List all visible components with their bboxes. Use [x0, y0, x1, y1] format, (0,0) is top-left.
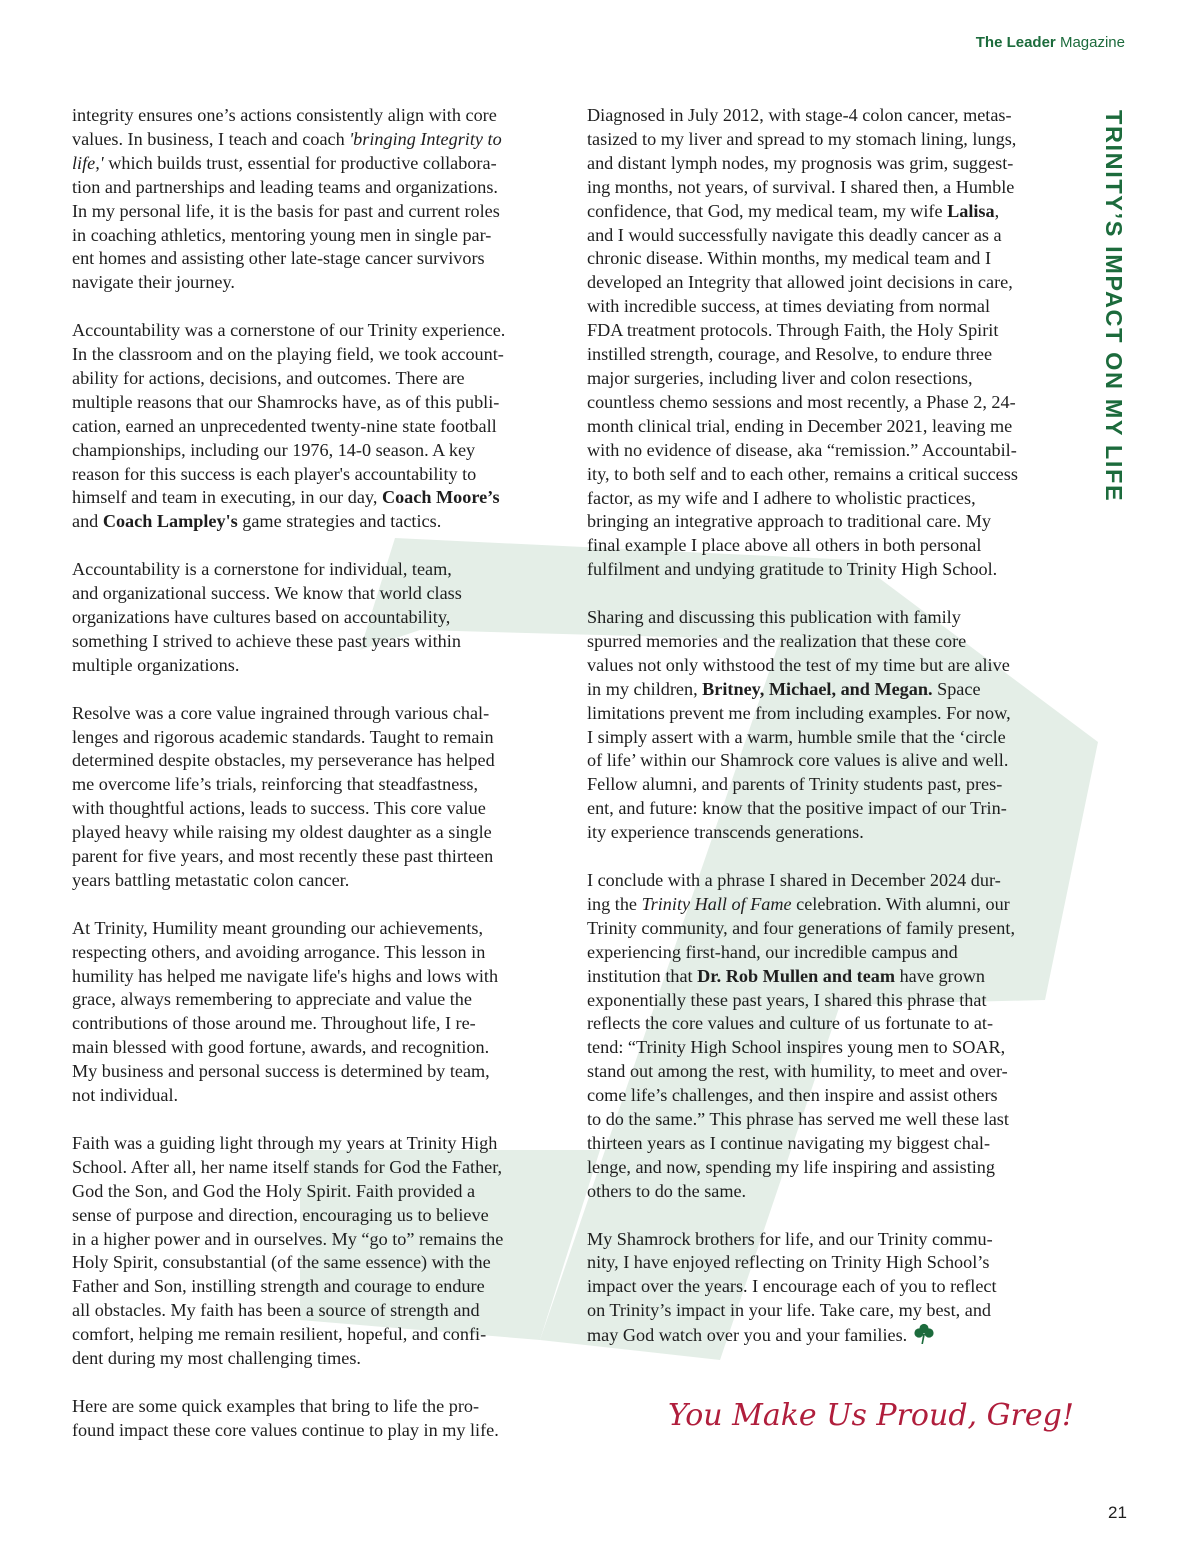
vertical-section-title — [1097, 110, 1127, 580]
bold-text: Dr. Rob Mullen and team — [697, 965, 896, 986]
right-column — [587, 104, 1065, 1348]
section-title-text: TRINITY’S IMPACT ON MY LIFE — [1101, 110, 1127, 503]
paragraph-text: My Shamrock brothers for life, and our Trinity commu- nity, I have enjoyed reflecting on Trinity High School’s impact over the years. I encourage each of you to reflect on Trinity’s impact in your life. Take care, my best, and may God watch over you and your families. — [587, 1228, 997, 1346]
bold-text: Coach Moore’s — [381, 487, 500, 508]
paragraph-text: and — [72, 511, 99, 532]
paragraph-text: have grown exponentially these past years, I shared this phrase that reflects the core values and culture of us fortunate to at- tend: “Trinity High School inspires young men to SOAR, stand out among the rest, with humility, to meet and over- come life’s challenges, and then inspire and assist others to do the same.” This phrase has served me well these last thirteen years as I continue navigating my biggest chal- lenge, and now, spending my life inspiring and assisting others to do the same. — [587, 965, 1009, 1201]
magazine-header — [976, 34, 1125, 51]
paragraph-text: At Trinity, Humility meant grounding our achievements, respecting others, and avoiding arrogance. This lesson in humility has helped me navigate life's highs and lows with grace, always remembering to appreciate and value the contributions of those around me. Throughout life, I re- main blessed with good fortune, awards, and recognition. My business and personal success is determined by team, not individual. — [72, 917, 499, 1106]
paragraph — [587, 606, 1065, 845]
paragraph-text: Here are some quick examples that bring to life the pro- found impact these core values continue to play in my life. — [72, 1395, 499, 1440]
paragraph-text: , and I would successfully navigate this deadly cancer as a chronic disease. Within months, my medical team and I developed an Integrity that allowed joint decisions in care, with incredible success, at times deviating from normal FDA treatment protocols. Through Faith, the Holy Spirit instilled strength, courage, and Resolve, to endure three major surgeries, including liver and colon resections, countless chemo sessions and most recently, a Phase 2, 24- month clinical trial, ending in December 2021, leaving me with no evidence of disease, aka “remission.” Accountabil- ity, to both self and to each other, remains a critical success factor, as my wife and I adhere to wholistic practices, bringing an integrative approach to traditional care. My final example I place above all others in both personal fulfilment and undying gratitude to Trinity High School. — [587, 200, 1018, 580]
italic-text: 'bringing Integrity to life,' — [72, 128, 502, 173]
bold-text: Coach Lampley's — [102, 511, 238, 532]
paragraph — [72, 558, 550, 678]
paragraph — [72, 104, 550, 295]
paragraph — [72, 1132, 550, 1371]
paragraph — [587, 869, 1065, 1204]
paragraph-text: Accountability was a cornerstone of our Trinity experience. In the classroom and on the playing field, we took account- ability for actions, decisions, and outcomes. There are multiple reasons that our Shamrocks have, as of this publi- cation, earned an unprecedented twenty-nine state football championships, including our 1976, 14-0 season. A key reason for this success is each player's accountability to himself and team in executing, in our day, — [72, 320, 506, 508]
paragraph-text: Accountability is a cornerstone for individual, team, and organizational success. We know that world class organizations have cultures based on accountability, something I strived to achieve these past years within multiple organizations. — [72, 559, 462, 675]
paragraph-text: Sharing and discussing this publication with family spurred memories and the realization that these core values not only withstood the test of my time but are alive in my children, — [587, 607, 1010, 699]
page-number: 21 — [1108, 1503, 1127, 1522]
paragraph-text: Diagnosed in July 2012, with stage-4 colon cancer, metas- tasized to my liver and spread to my stomach lining, lungs, and distant lymph nodes, my prognosis was grim, suggest- ing months, not years, of survival. I shared then, a Humble confidence, that God, my medical team, my wife — [587, 105, 1017, 221]
paragraph — [587, 1228, 1065, 1349]
paragraph — [587, 104, 1065, 582]
paragraph — [72, 319, 550, 534]
paragraph-text: Faith was a guiding light through my years at Trinity High School. After all, her name itself stands for God the Father, God the Son, and God the Holy Spirit. Faith provided a sense of purpose and direction, encouraging us to believe in a higher power and in ourselves. My “go to” remains the Holy Spirit, consubstantial (of the same essence) with the Father and Son, instilling strength and courage to endure all obstacles. My faith has been a source of strength and comfort, helping me remain resilient, hopeful, and confi- dent during my most challenging times. — [72, 1132, 504, 1369]
signoff-script: You Make Us Proud, Greg! — [668, 1398, 1074, 1433]
shamrock-icon — [913, 1323, 935, 1345]
italic-text: Trinity Hall of Fame — [641, 893, 792, 914]
magazine-suffix: Magazine — [1055, 34, 1125, 51]
paragraph-text: integrity ensures one’s actions consistently align with core values. In business, I teach and coach — [72, 105, 497, 149]
paragraph-text: which builds trust, essential for productive collabora- tion and partnerships and leading teams and organizations. In my personal life, it is the basis for past and current roles in coaching athletics, mentoring young men in single par- ent homes and assisting other late-stage cancer survivors navigate their journey. — [72, 152, 500, 293]
paragraph-text: I conclude with a phrase I shared in December 2024 dur- ing the — [587, 869, 1001, 914]
paragraph-text: Resolve was a core value ingrained through various chal- lenges and rigorous academic standards. Taught to remain determined despite obstacles, my perseverance has helped me overcome life’s trials, reinforcing that steadfastness, with thoughtful actions, leads to success. This core value played heavy while raising my oldest daughter as a single parent for five years, and most recently these past thirteen years battling metastatic colon cancer. — [72, 702, 495, 890]
bold-text: Britney, Michael, and Megan. — [702, 678, 933, 699]
paragraph — [72, 917, 550, 1108]
paragraph-text: Space limitations prevent me from including examples. For now, I simply assert with a warm, humble smile that the ‘circle of life’ within our Shamrock core values is alive and well. Fellow alumni, and parents of Trinity students past, pres- ent, and future: know that the positive impact of our Trin- ity experience transcends generations. — [587, 678, 1011, 843]
paragraph-text: game strategies and tactics. — [237, 511, 442, 532]
paragraph — [72, 702, 550, 893]
paragraph-text: celebration. With alumni, our Trinity community, and four generations of family present, experiencing first-hand, our incredible campus and institution that — [587, 893, 1015, 986]
bold-text: Lalisa — [947, 200, 995, 221]
paragraph — [72, 1395, 550, 1443]
magazine-brand: The Leader — [975, 34, 1056, 51]
left-column — [72, 104, 550, 1443]
